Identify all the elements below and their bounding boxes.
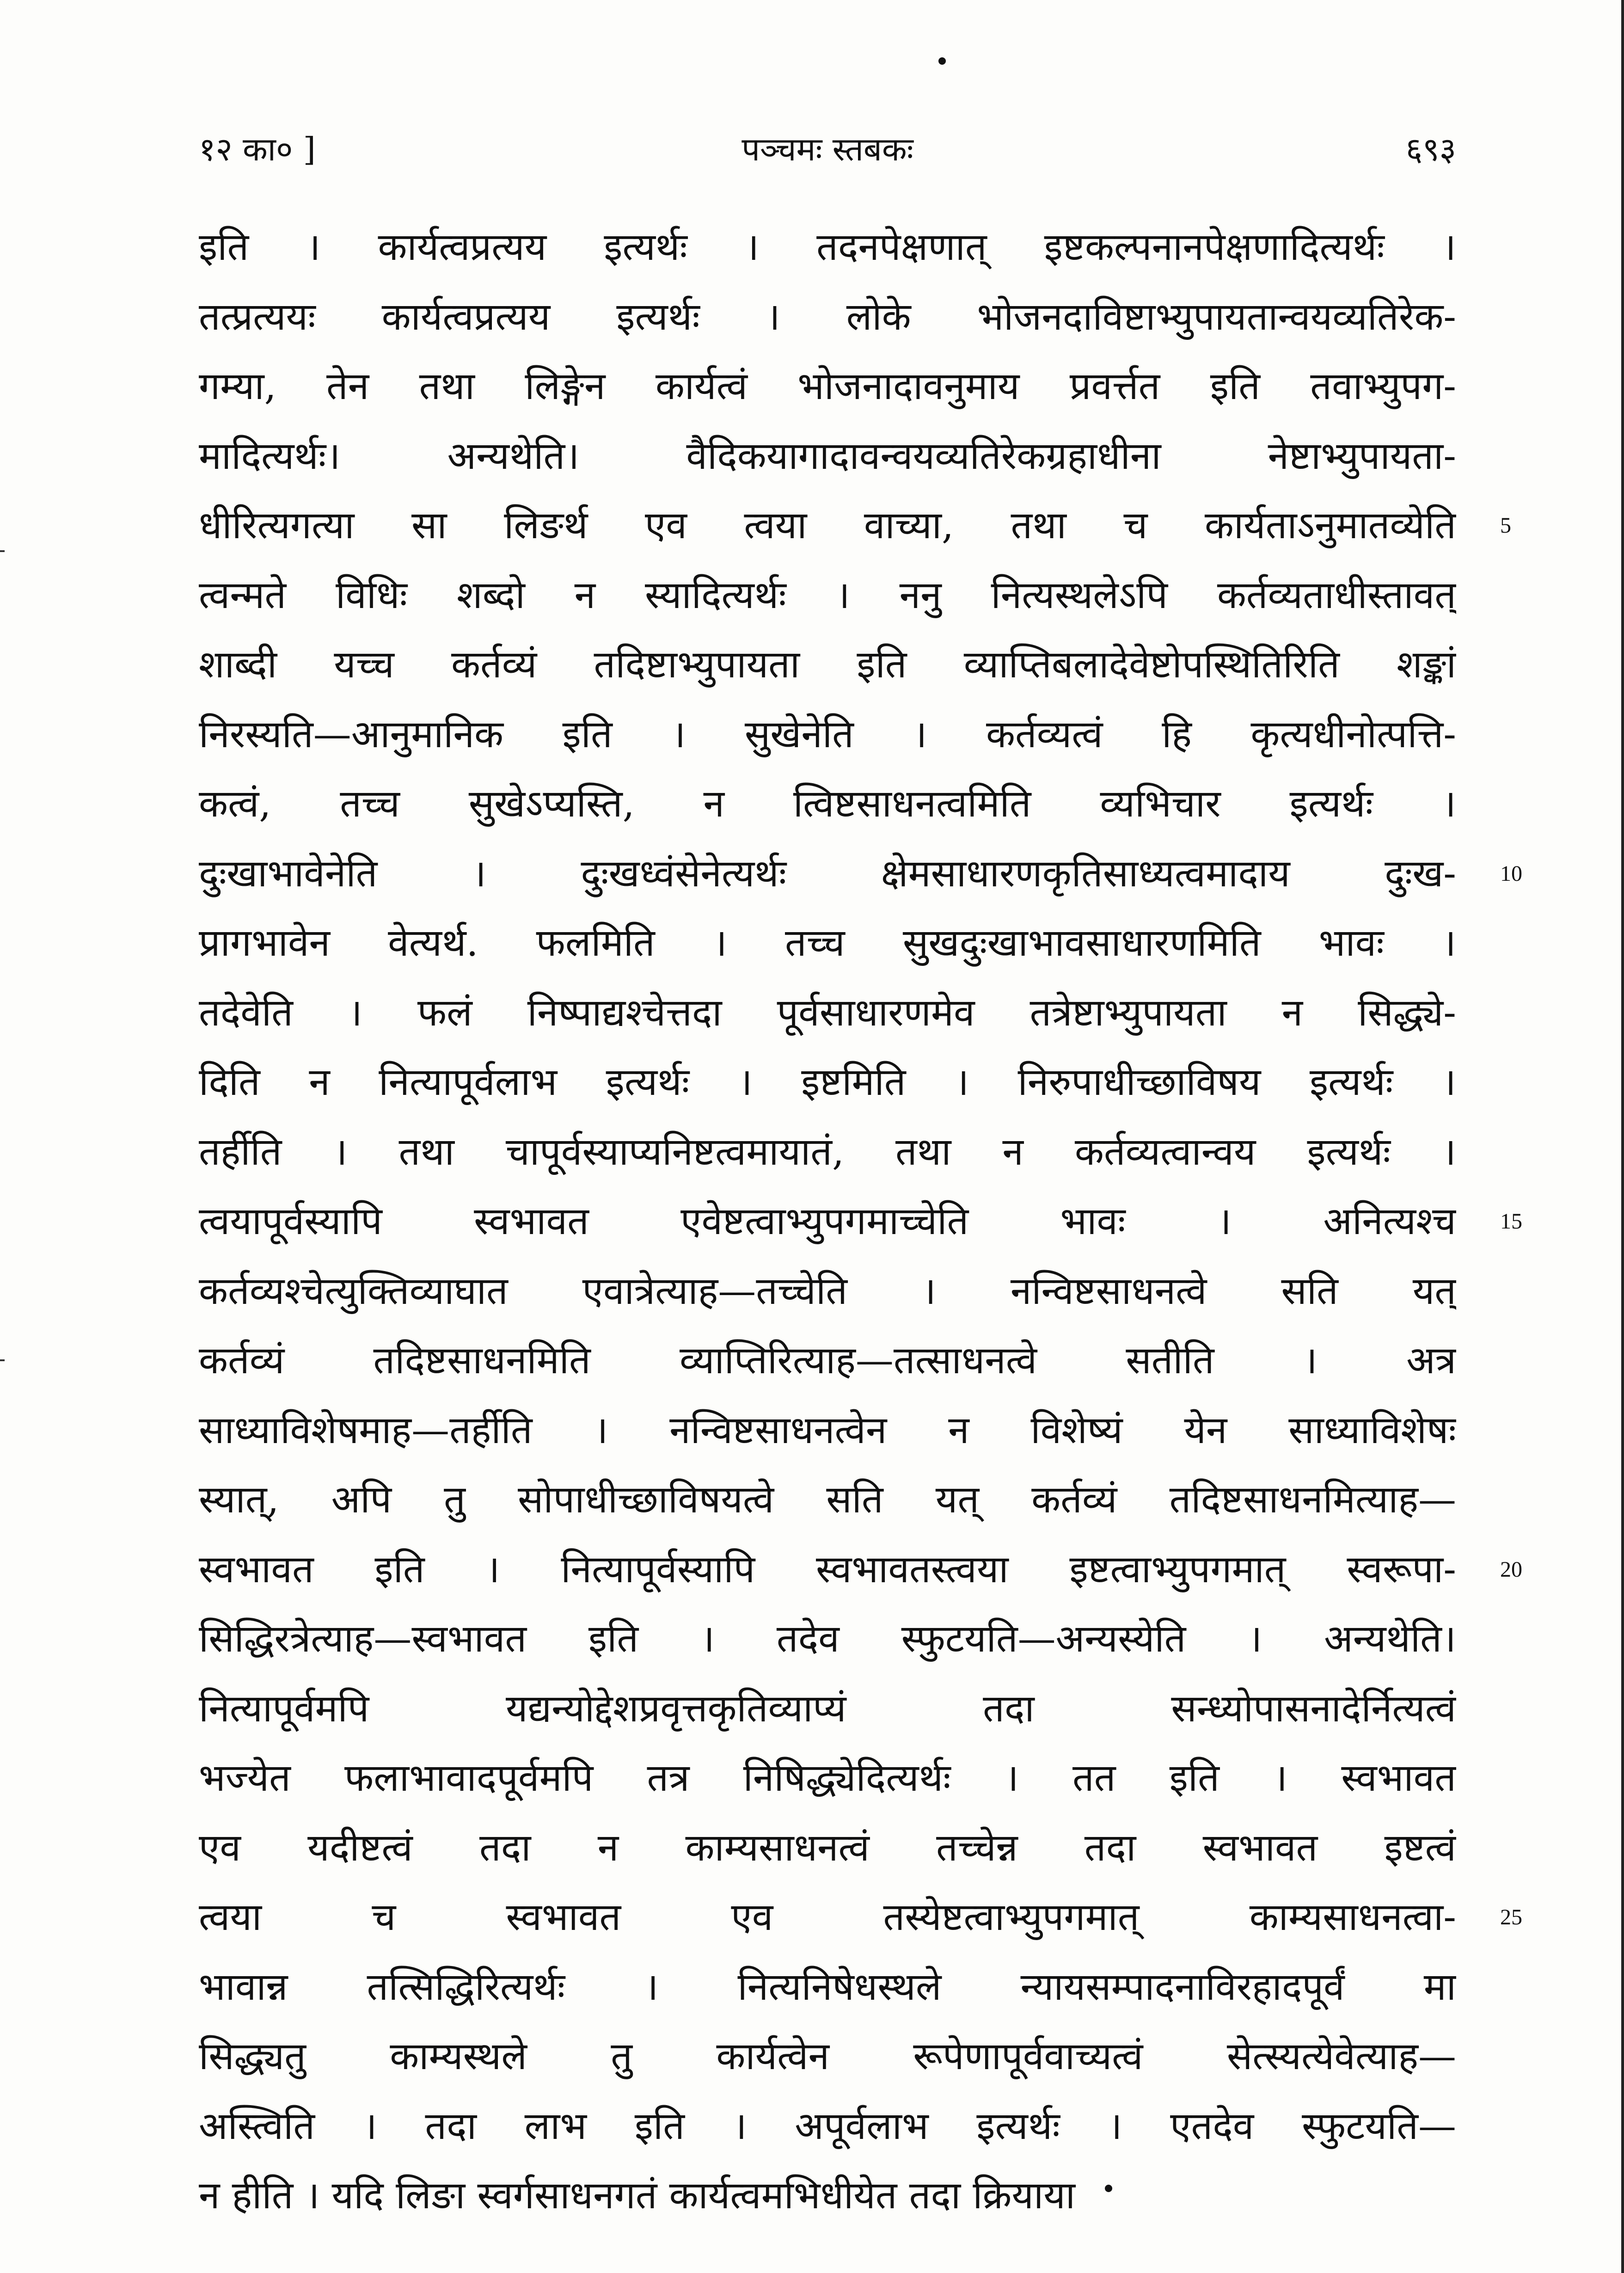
left-edge-tick — [0, 1359, 5, 1361]
text-line: निरस्यति—आनुमानिक इति । सुखेनेति । कर्तव्यत्वं हि कृत्यधीनोत्पत्ति- — [199, 712, 1456, 756]
header-chapter-title: पञ्चमः स्तबकः — [742, 130, 913, 168]
text-line: न हीति । यदि लिङा स्वर्गसाधनगतं कार्यत्वमभिधीयेत तदा क्रियाया — [199, 2174, 1076, 2218]
page-right-edge — [1621, 0, 1624, 2273]
line-number: 15 — [1500, 1209, 1522, 1234]
text-line: अस्त्विति । तदा लाभ इति । अपूर्वलाभ इत्यर्थः । एतदेव स्फुटयति— — [199, 2104, 1456, 2148]
line-number: 5 — [1500, 513, 1511, 538]
text-line: कर्तव्यश्चेत्युक्तिव्याघात एवात्रेत्याह—तच्चेति । नन्विष्टसाधनत्वे सति यत् — [199, 1269, 1456, 1313]
text-line: कर्तव्यं तदिष्टसाधनमिति व्याप्तिरित्याह—तत्साधनत्वे सतीति । अत्र — [199, 1339, 1456, 1382]
header-left-section-ref: १२ का० ] — [199, 130, 316, 168]
text-line: दिति न नित्यापूर्वलाभ इत्यर्थः । इष्टमिति । निरुपाधीच्छाविषय इत्यर्थः । — [199, 1060, 1456, 1104]
text-line: स्वभावत इति । नित्यापूर्वस्यापि स्वभावतस्त्वया इष्टत्वाभ्युपगमात् स्वरूपा- — [199, 1547, 1456, 1591]
text-line: कत्वं, तच्च सुखेऽप्यस्ति, न त्विष्टसाधनत्वमिति व्यभिचार इत्यर्थः । — [199, 782, 1456, 826]
text-line: शाब्दी यच्च कर्तव्यं तदिष्टाभ्युपायता इति व्याप्तिबलादेवेष्टोपस्थितिरिति शङ्कां — [199, 643, 1456, 687]
text-line: साध्याविशेषमाह—तर्हीति । नन्विष्टसाधनत्वेन न विशेष्यं येन साध्याविशेषः — [199, 1408, 1456, 1452]
text-line: सिद्धिरत्रेत्याह—स्वभावत इति । तदेव स्फुटयति—अन्यस्येति । अन्यथेति। — [199, 1617, 1456, 1661]
running-header — [199, 124, 1456, 175]
text-line: धीरित्यगत्या सा लिङर्थ एव त्वया वाच्या, तथा च कार्यताऽनुमातव्येति — [199, 504, 1456, 547]
top-dot-mark — [938, 57, 946, 65]
text-line: त्वया च स्वभावत एव तस्येष्टत्वाभ्युपगमात् काम्यसाधनत्वा- — [199, 1895, 1456, 1939]
text-line: सिद्ध्यतु काम्यस्थले तु कार्यत्वेन रूपेणापूर्ववाच्यत्वं सेत्स्यत्येवेत्याह— — [199, 2034, 1456, 2078]
text-line: नित्यापूर्वमपि यद्यन्योद्देशप्रवृत्तकृतिव्याप्यं तदा सन्ध्योपासनादेर्नित्यत्वं — [199, 1686, 1456, 1731]
text-line: स्यात्, अपि तु सोपाधीच्छाविषयत्वे सति यत् कर्तव्यं तदिष्टसाधनमित्याह— — [199, 1478, 1456, 1522]
left-edge-tick — [0, 550, 5, 552]
commentary-text-block — [199, 213, 1456, 2231]
text-line: गम्या, तेन तथा लिङ्गेन कार्यत्वं भोजनादावनुमाय प्रवर्त्तत इति तवाभ्युपग- — [199, 364, 1456, 408]
text-line: भज्येत फलाभावादपूर्वमपि तत्र निषिद्ध्येदित्यर्थः । तत इति । स्वभावत — [199, 1756, 1456, 1800]
text-line: प्रागभावेन वेत्यर्थ. फलमिति । तच्च सुखदुःखाभावसाधारणमिति भावः । — [199, 921, 1456, 965]
text-line: दुःखाभावेनेति । दुःखध्वंसेनेत्यर्थः क्षेमसाधारणकृतिसाध्यत्वमादाय दुःख- — [199, 851, 1456, 896]
line-number: 20 — [1500, 1557, 1522, 1582]
text-line: तदेवेति । फलं निष्पाद्यश्चेत्तदा पूर्वसाधारणमेव तत्रेष्टाभ्युपायता न सिद्ध्ये- — [199, 990, 1456, 1035]
bottom-dot-mark — [1105, 2185, 1112, 2192]
text-line: तत्प्रत्ययः कार्यत्वप्रत्यय इत्यर्थः । लोके भोजनदाविष्टाभ्युपायतान्वयव्यतिरेक- — [199, 295, 1456, 339]
line-number: 10 — [1500, 861, 1522, 886]
text-line: तर्हीति । तथा चापूर्वस्याप्यनिष्टत्वमायातं, तथा न कर्तव्यत्वान्वय इत्यर्थः । — [199, 1130, 1456, 1174]
text-line: भावान्न तत्सिद्धिरित्यर्थः । नित्यनिषेधस्थले न्यायसम्पादनाविरहादपूर्वं मा — [199, 1965, 1456, 2009]
text-line: मादित्यर्थः। अन्यथेति। वैदिकयागादावन्वयव्यतिरेकग्रहाधीना नेष्टाभ्युपायता- — [199, 434, 1456, 478]
line-number: 25 — [1500, 1905, 1522, 1929]
text-line: त्वयापूर्वस्यापि स्वभावत एवेष्टत्वाभ्युपगमाच्चेति भावः । अनित्यश्च — [199, 1199, 1456, 1243]
header-page-number: ६९३ — [1405, 130, 1456, 168]
text-line: त्वन्मते विधिः शब्दो न स्यादित्यर्थः । ननु नित्यस्थलेऽपि कर्तव्यताधीस्तावत् — [199, 573, 1456, 617]
text-line: एव यदीष्टत्वं तदा न काम्यसाधनत्वं तच्चेन्न तदा स्वभावत इष्टत्वं — [199, 1825, 1456, 1870]
text-line: इति । कार्यत्वप्रत्यय इत्यर्थः । तदनपेक्षणात् इष्टकल्पनानपेक्षणादित्यर्थः । — [199, 225, 1456, 269]
